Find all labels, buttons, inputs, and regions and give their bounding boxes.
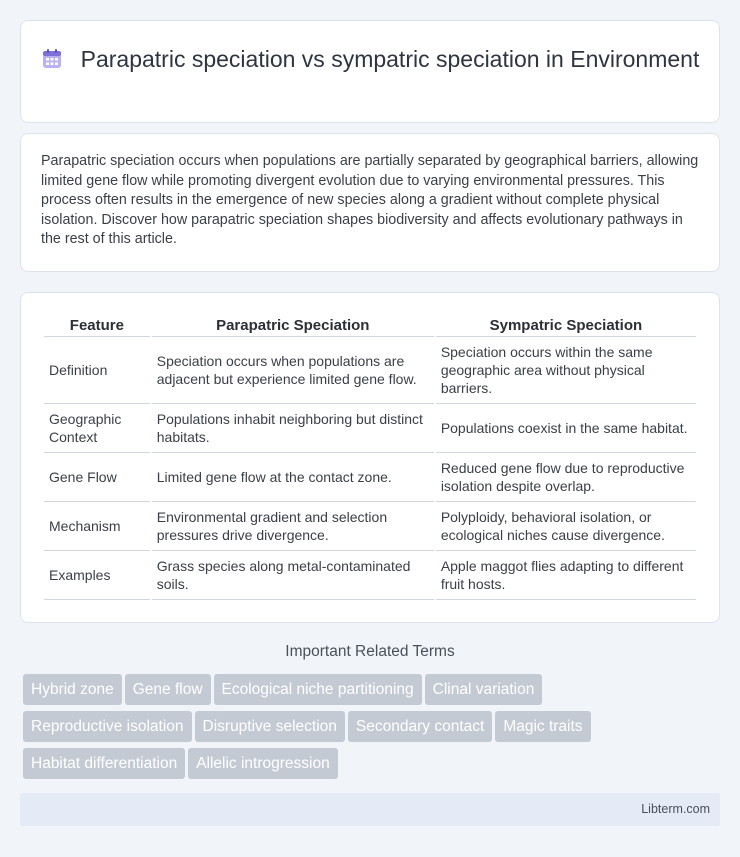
row-parapatric-cell: Populations inhabit neighboring but distinct habitats. [152,404,434,453]
tag-reproductive-isolation[interactable]: Reproductive isolation [23,711,192,742]
tag-secondary-contact[interactable]: Secondary contact [348,711,492,742]
tag-allelic-introgression[interactable]: Allelic introgression [188,748,338,779]
row-parapatric-cell: Speciation occurs when populations are adjacent but experience limited gene flow. [152,337,434,404]
row-parapatric-cell: Grass species along metal-contaminated soils. [152,551,434,600]
row-sympatric-cell: Speciation occurs within the same geographic area without physical barriers. [436,337,696,404]
row-feature-cell: Examples [44,551,150,600]
row-feature-cell: Mechanism [44,502,150,551]
comparison-table [42,315,698,600]
row-sympatric-cell: Apple maggot flies adapting to different fruit hosts. [436,551,696,600]
title-card [20,20,720,123]
intro-paragraph: Parapatric speciation occurs when populations are partially separated by geographical barriers, allowing limited gene flow while promoting divergent evolution due to varying environmental pressures. This process often results in the emergence of new species along a gradient without complete physical isolation. Discover how parapatric speciation shapes biodiversity and affects evolutionary pathways in the rest of this article. [41,153,699,247]
related-terms-heading: Important Related Terms [285,643,455,660]
row-sympatric-cell: Polyploidy, behavioral isolation, or ecological niches cause divergence. [436,502,696,551]
row-parapatric-cell: Environmental gradient and selection pressures drive divergence. [152,502,434,551]
calendar-grid-icon [41,48,63,70]
row-feature-cell: Gene Flow [44,453,150,502]
table-row [44,404,696,453]
header-parapatric: Parapatric Speciation [152,315,434,337]
row-parapatric-cell: Limited gene flow at the contact zone. [152,453,434,502]
table-header-row [44,315,696,337]
tag-hybrid-zone[interactable]: Hybrid zone [23,674,122,705]
row-sympatric-cell: Reduced gene flow due to reproductive isolation despite overlap. [436,453,696,502]
tag-clinal-variation[interactable]: Clinal variation [425,674,543,705]
comparison-card [20,292,720,623]
tag-habitat-differentiation[interactable]: Habitat differentiation [23,748,185,779]
tag-magic-traits[interactable]: Magic traits [495,711,590,742]
header-sympatric: Sympatric Speciation [436,315,696,337]
row-feature-cell: Geographic Context [44,404,150,453]
tag-ecological-niche-partitioning[interactable]: Ecological niche partitioning [214,674,422,705]
table-row [44,337,696,404]
footer-site-link[interactable]: Libterm.com [641,802,710,816]
intro-card [20,133,720,272]
table-row [44,551,696,600]
table-row [44,453,696,502]
footer-bar [20,793,720,826]
row-sympatric-cell: Populations coexist in the same habitat. [436,404,696,453]
row-feature-cell: Definition [44,337,150,404]
page-title: Parapatric speciation vs sympatric speciation in Environment [80,46,700,72]
tag-gene-flow[interactable]: Gene flow [125,674,211,705]
related-terms-list [23,674,723,785]
table-row [44,502,696,551]
header-feature: Feature [44,315,150,337]
tag-disruptive-selection[interactable]: Disruptive selection [195,711,345,742]
